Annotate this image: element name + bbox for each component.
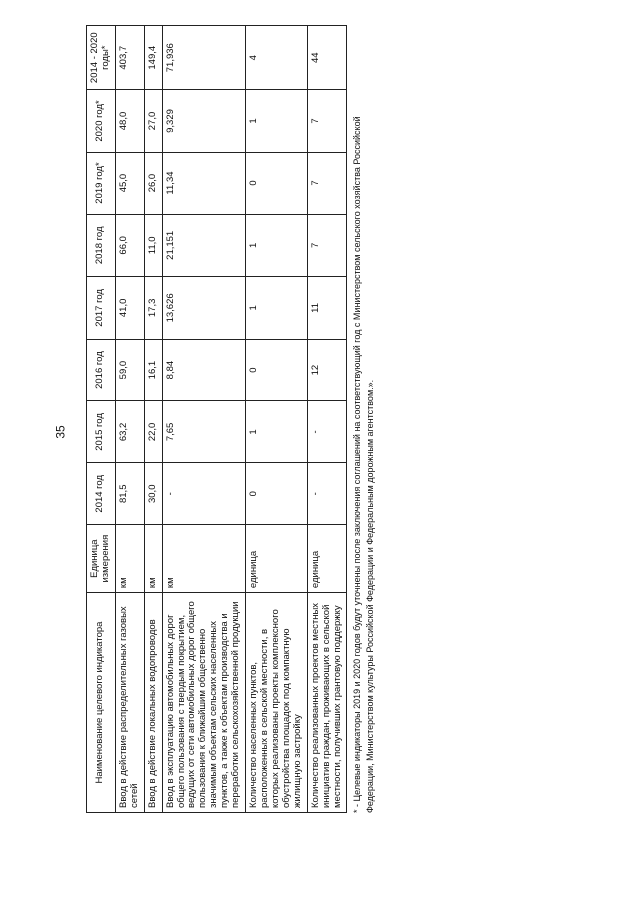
cell-value: - [307,401,347,463]
cell-value: 16,1 [144,339,162,401]
page-number: 35 [53,425,68,439]
cell-value: 0 [246,339,308,401]
table-row [144,26,162,813]
cell-value: 7 [307,214,347,277]
header-year-2018: 2018 год [87,214,116,277]
cell-value: 27,0 [144,90,162,152]
header-year-2020: 2020 год* [87,90,116,152]
header-year-2017: 2017 год [87,277,116,340]
cell-total: 149,4 [144,26,162,90]
indicator-table [86,25,347,813]
cell-value: 7,65 [162,401,245,463]
footnote [351,13,375,813]
header-name: Наименование целевого индикатора [87,593,116,813]
cell-value: 22,0 [144,401,162,463]
table-row [246,26,308,813]
cell-value: 11 [307,277,347,340]
cell-value: 1 [246,277,308,340]
cell-value: 0 [246,463,308,525]
cell-total: 4 [246,26,308,90]
footnote-line-2: Федерации, Министерством культуры Российской Федерации и Федеральным дорожным агентством.». [364,379,375,813]
cell-value: 17,3 [144,277,162,340]
header-year-2016: 2016 год [87,339,116,401]
cell-value: 45,0 [115,152,144,214]
table-wrapper [86,13,376,813]
row-unit: единица [246,525,308,593]
cell-total: 403,7 [115,26,144,90]
cell-value: 11,34 [162,152,245,214]
footnote-line-1: * - Целевые индикаторы 2019 и 2020 годов будут уточнены после заключения соглашений на соответствующий год с Министерством сельского хозяйства Российской [352,116,363,813]
row-name: Количество реализованных проектов местных инициатив граждан, проживающих в сельской местности, получивших грантовую поддержку [307,593,347,813]
row-unit: км [144,525,162,593]
cell-total: 71,936 [162,26,245,90]
header-year-2015: 2015 год [87,401,116,463]
cell-value: 8,84 [162,339,245,401]
cell-value: 7 [307,152,347,214]
cell-value: 12 [307,339,347,401]
cell-value: 0 [246,152,308,214]
cell-value: 1 [246,90,308,152]
cell-value: 1 [246,401,308,463]
cell-value: - [307,463,347,525]
cell-value: 41,0 [115,277,144,340]
cell-value: 63,2 [115,401,144,463]
row-unit: км [115,525,144,593]
cell-value: 7 [307,90,347,152]
cell-value: 21,151 [162,214,245,277]
cell-value: 26,0 [144,152,162,214]
cell-value: - [162,463,245,525]
cell-value: 9,329 [162,90,245,152]
cell-value: 81,5 [115,463,144,525]
row-name: Ввод в действие распределительных газовых сетей [115,593,144,813]
row-name: Ввод в действие локальных водопроводов [144,593,162,813]
row-unit: км [162,525,245,593]
table-row [307,26,347,813]
cell-value: 48,0 [115,90,144,152]
cell-value: 30,0 [144,463,162,525]
header-year-2014: 2014 год [87,463,116,525]
row-unit: единица [307,525,347,593]
table-row [115,26,144,813]
cell-value: 66,0 [115,214,144,277]
row-name: Количество населенных пунктов, расположенных в сельской местности, в которых реализованы проекты комплексного обустройства площадок под компактную жилищную застройку [246,593,308,813]
row-name: Ввод в эксплуатацию автомобильных дорог общего пользования с твердым покрытием, ведущих от сети автомобильных дорог общего пользования к ближайшим общественно значимым объектам сельских населенных пунктов, а также к объектам производства и переработки сельскохозяйственной продукции [162,593,245,813]
cell-total: 44 [307,26,347,90]
header-total: 2014 - 2020 годы* [87,26,116,90]
table-header-row [87,26,116,813]
cell-value: 1 [246,214,308,277]
cell-value: 59,0 [115,339,144,401]
table-row [162,26,245,813]
cell-value: 13,626 [162,277,245,340]
cell-value: 11,0 [144,214,162,277]
header-unit: Единица измерения [87,525,116,593]
header-year-2019: 2019 год* [87,152,116,214]
